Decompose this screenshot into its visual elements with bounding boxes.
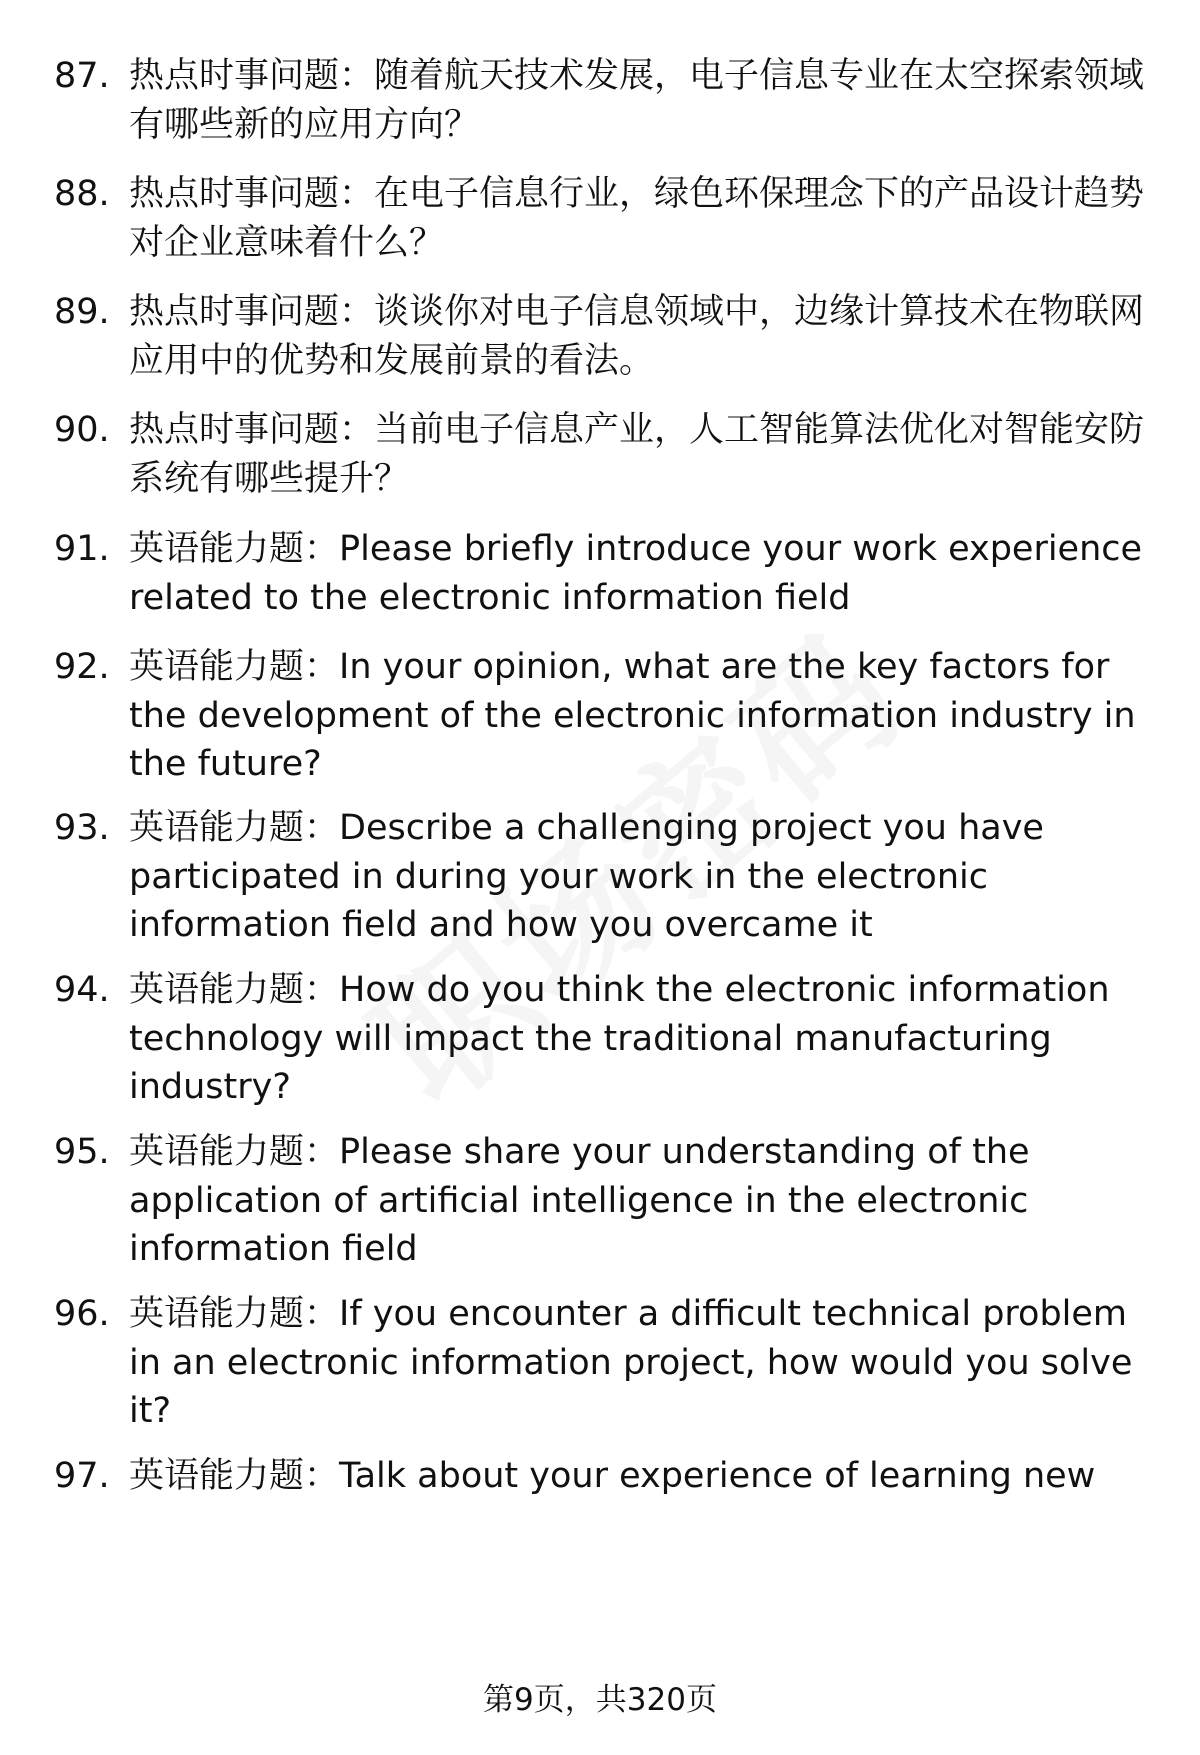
question-text: 英语能力题：Talk about your experience of learning new xyxy=(129,1456,1096,1496)
question-number: 92. xyxy=(54,647,110,687)
question-text: 英语能力题：Please briefly introduce your work experience related to the electronic information field xyxy=(129,529,1143,618)
question-text: 英语能力题：If you encounter a difficult technical problem in an electronic information project, how would you solve it? xyxy=(129,1294,1133,1431)
question-text: 热点时事问题：当前电子信息产业，人工智能算法优化对智能安防系统有哪些提升？ xyxy=(129,410,1145,499)
question-text: 热点时事问题：谈谈你对电子信息领域中，边缘计算技术在物联网应用中的优势和发展前景的看法。 xyxy=(129,292,1145,381)
question-number: 97. xyxy=(54,1456,110,1496)
question-text: 英语能力题：How do you think the electronic information technology will impact the traditional manufacturing industry? xyxy=(129,970,1110,1107)
page-footer: 第9页，共320页 xyxy=(483,1682,717,1718)
question-number: 91. xyxy=(54,529,110,569)
question-text: 热点时事问题：随着航天技术发展，电子信息专业在太空探索领域有哪些新的应用方向？ xyxy=(129,56,1145,145)
question-number: 89. xyxy=(54,292,110,332)
question-number: 96. xyxy=(54,1294,110,1334)
question-number: 90. xyxy=(54,410,110,450)
question-number: 87. xyxy=(54,56,110,96)
question-text: 英语能力题：In your opinion, what are the key factors for the development of the electronic information industry in the future? xyxy=(129,647,1136,784)
question-text: 英语能力题：Describe a challenging project you have participated in during your work in the electronic information field and how you overcame it xyxy=(129,808,1044,945)
question-number: 94. xyxy=(54,970,110,1010)
question-number: 95. xyxy=(54,1132,110,1172)
question-number: 93. xyxy=(54,808,110,848)
question-text: 热点时事问题：在电子信息行业，绿色环保理念下的产品设计趋势对企业意味着什么？ xyxy=(129,174,1145,263)
question-text: 英语能力题：Please share your understanding of the application of artificial intelligence in the electronic information field xyxy=(129,1132,1030,1269)
question-number: 88. xyxy=(54,174,110,214)
